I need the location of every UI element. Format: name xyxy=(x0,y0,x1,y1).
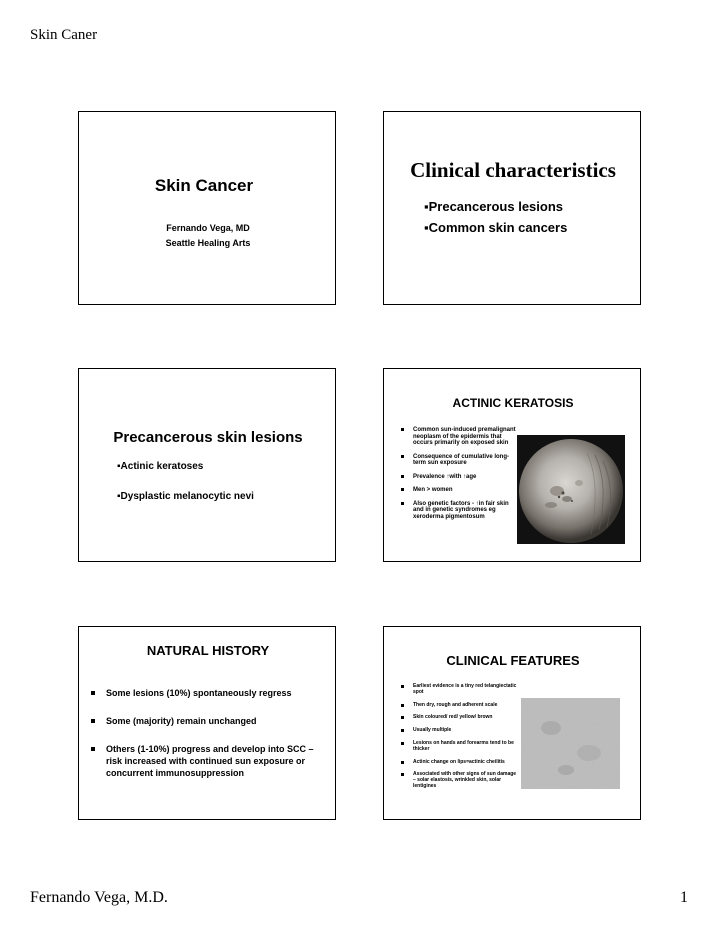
footer-author: Fernando Vega, M.D. xyxy=(30,889,168,906)
slide-precancerous-lesions xyxy=(78,368,336,562)
bullet-square-icon xyxy=(401,475,404,478)
bullet-square-icon xyxy=(401,716,404,719)
bullet-item: Some (majority) remain unchanged xyxy=(89,715,329,727)
bullet-square-icon xyxy=(401,455,404,458)
slide-author: Fernando Vega, MD xyxy=(166,223,250,233)
bullet-item: Skin coloured/ red/ yellow/ brown xyxy=(399,715,519,721)
bullet-square-icon xyxy=(91,719,95,723)
slide-heading: CLINICAL FEATURES xyxy=(446,653,580,668)
bullet-square-icon xyxy=(401,773,404,776)
bullet-item: Earliest evidence is a tiny red telangiectatic spot xyxy=(399,684,519,696)
bullet-square-icon xyxy=(401,704,404,707)
slide-heading: ACTINIC KERATOSIS xyxy=(452,396,574,410)
slide-clinical-characteristics xyxy=(383,111,641,305)
bullet-list xyxy=(399,427,517,527)
bullet-square-icon xyxy=(401,488,404,491)
bullet-item: Some lesions (10%) spontaneously regress xyxy=(89,687,329,699)
bullet-item: Actinic change on lips=actinic cheilitis xyxy=(399,760,519,766)
page-header: Skin Caner xyxy=(30,27,98,43)
bullet-square-icon xyxy=(91,691,95,695)
slide-heading: Precancerous skin lesions xyxy=(113,429,303,446)
slide-heading: NATURAL HISTORY xyxy=(146,643,270,658)
bullet-square-icon xyxy=(401,502,404,505)
slide-clinical-features xyxy=(383,626,641,820)
bullet-item: Consequence of cumulative long-term sun exposure xyxy=(399,454,517,467)
bullet-item: Common sun-induced premalignant neoplasm of the epidermis that occurs primarily on exposed skin xyxy=(399,427,517,447)
bullet-square-icon xyxy=(401,761,404,764)
skin-texture-photo xyxy=(521,698,620,789)
slide-title-heading: Skin Cancer xyxy=(154,176,254,195)
slide-natural-history xyxy=(78,626,336,820)
bullet-item: Usually multiple xyxy=(399,728,519,734)
bullet-item: ▪Dysplastic melanocytic nevi xyxy=(117,491,254,502)
bullet-item: Also genetic factors - ↑in fair skin and in genetic syndromes eg xeroderma pigmentosum xyxy=(399,501,517,521)
bullet-square-icon xyxy=(91,747,95,751)
bullet-item: Associated with other signs of sun damage – solar elastosis, wrinkled skin, solar lentigines xyxy=(399,772,519,789)
bullet-item: Others (1-10%) progress and develop into SCC – risk increased with continued sun exposure or concurrent immunosuppression xyxy=(89,743,329,779)
bullet-item: ▪Common skin cancers xyxy=(424,220,568,235)
page-number: 1 xyxy=(680,889,688,906)
bullet-item: ▪Actinic keratoses xyxy=(117,461,204,472)
slide-organization: Seattle Healing Arts xyxy=(165,238,251,248)
bullet-square-icon xyxy=(401,685,404,688)
bullet-item: Prevalence ↑with ↑age xyxy=(399,474,517,481)
bullet-item: Then dry, rough and adherent scale xyxy=(399,703,519,709)
bullet-square-icon xyxy=(401,742,404,745)
slide-actinic-keratosis xyxy=(383,368,641,562)
slide-heading: Clinical characteristics xyxy=(410,158,616,182)
slide-title xyxy=(78,111,336,305)
bullet-item: Men > women xyxy=(399,487,517,494)
skin-lesion-photo xyxy=(517,435,625,544)
bullet-list xyxy=(399,684,519,797)
bullet-item: ▪Precancerous lesions xyxy=(424,199,564,214)
bullet-item: Lesions on hands and forearms tend to be thicker xyxy=(399,741,519,753)
bullet-square-icon xyxy=(401,729,404,732)
bullet-list xyxy=(89,687,329,795)
bullet-square-icon xyxy=(401,428,404,431)
